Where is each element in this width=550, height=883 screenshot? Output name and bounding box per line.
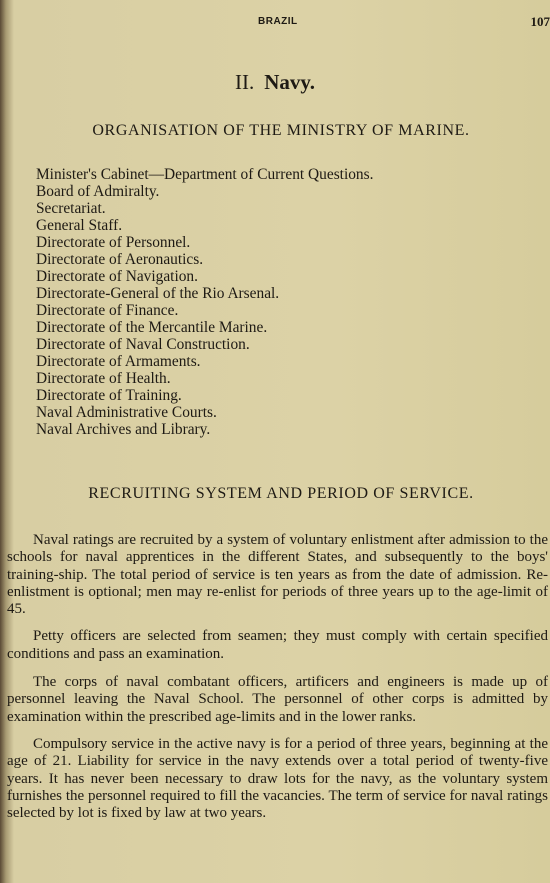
paragraph: Compulsory service in the active navy is for a period of three years, beginning at the age of 21. Liability for service in the navy extends over a total period of twenty-five years. It has never been necessary to draw lots for the navy, as the voluntary system furnishes the personnel required to fill the vacancies. The term of service for naval ratings selected by lot is fixed by law at two years. <box>7 735 548 822</box>
running-head-title: BRAZIL <box>258 16 298 27</box>
recruiting-heading: RECRUITING SYSTEM AND PERIOD OF SERVICE. <box>88 485 474 502</box>
organisation-item: Naval Archives and Library. <box>36 421 211 438</box>
organisation-item: Directorate of Health. <box>36 370 171 387</box>
recruiting-body <box>7 532 548 832</box>
paragraph: Petty officers are selected from seamen; they must comply with certain specified conditions and pass an examination. <box>7 628 548 662</box>
page-number: 107 <box>530 14 550 29</box>
paragraph: The corps of naval combatant officers, artificers and engineers is made up of personnel leaving the Naval School. The personnel of other corps is admitted by examination within the prescribed age-limits and in the lower ranks. <box>7 674 548 725</box>
organisation-item: Directorate of the Mercantile Marine. <box>36 319 268 336</box>
organisation-list <box>36 166 373 438</box>
organisation-item: Naval Administrative Courts. <box>36 404 217 421</box>
running-head <box>0 14 550 30</box>
organisation-item: Minister's Cabinet—Department of Current Questions. <box>36 166 374 183</box>
organisation-item: Directorate of Personnel. <box>36 234 191 251</box>
chapter-heading <box>0 70 550 95</box>
organisation-item: Directorate of Naval Construction. <box>36 336 250 353</box>
chapter-title: Navy. <box>264 70 315 94</box>
organisation-item: General Staff. <box>36 217 123 234</box>
organisation-item: Directorate of Training. <box>36 387 182 404</box>
organisation-item: Directorate of Finance. <box>36 302 179 319</box>
organisation-item: Secretariat. <box>36 200 106 217</box>
paragraph: Naval ratings are recruited by a system of voluntary enlistment after admission to the schools for naval apprentices in the different States, and subsequently to the boys' training-ship. The total period of service is ten years as from the date of admission. Re-enlistment is optional; men may re-enlist for periods of three years up to the age-limit of 45. <box>7 532 548 618</box>
organisation-item: Directorate-General of the Rio Arsenal. <box>36 285 280 302</box>
organisation-item: Board of Admiralty. <box>36 183 160 200</box>
organisation-item: Directorate of Armaments. <box>36 353 201 370</box>
chapter-number: II. <box>234 70 255 94</box>
organisation-item: Directorate of Aeronautics. <box>36 251 204 268</box>
organisation-item: Directorate of Navigation. <box>36 268 198 285</box>
organisation-heading: ORGANISATION OF THE MINISTRY OF MARINE. <box>92 122 470 139</box>
